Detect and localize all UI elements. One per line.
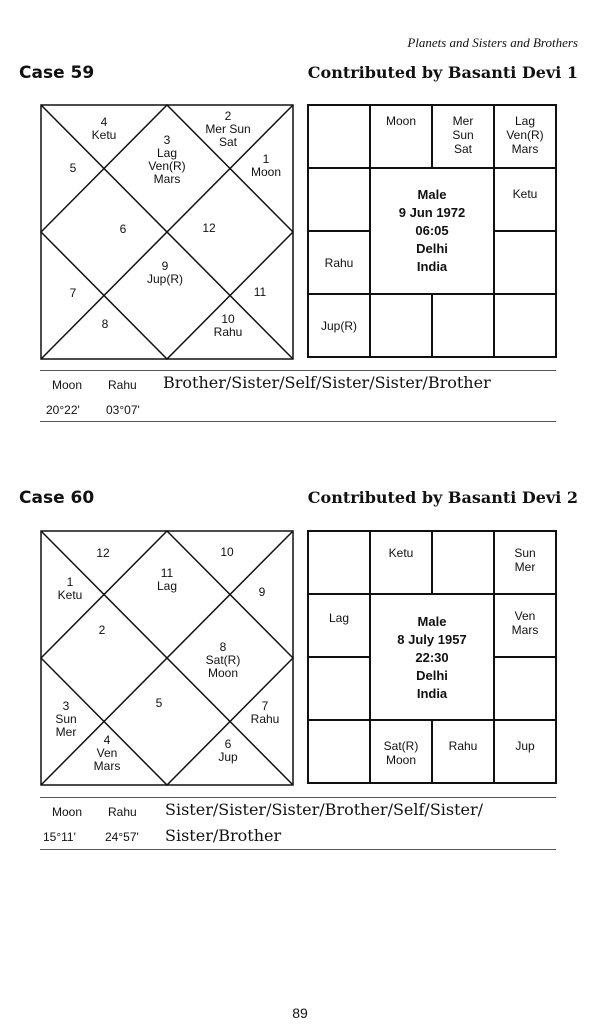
moon-degree: 15°11': [43, 830, 76, 844]
contributor: Contributed by Basanti Devi 1: [307, 63, 578, 82]
birth-city: Delhi: [416, 668, 448, 683]
gender: Male: [417, 187, 447, 202]
birth-date: 9 Jun 1972: [398, 205, 466, 220]
rasi-cell: Jup: [494, 720, 556, 783]
birth-details: [370, 594, 494, 720]
house-4: 4 Ven Mars: [93, 733, 121, 773]
rasi-cell: [308, 168, 370, 231]
house-11: 11 Lag: [156, 566, 178, 593]
birth-time: 06:05: [415, 223, 449, 238]
birth-time: 22:30: [415, 650, 449, 665]
rasi-cell: [308, 657, 370, 720]
rasi-cell: [308, 105, 370, 168]
rasi-cell: [370, 294, 432, 357]
house-8: 8 Sat(R) Moon: [205, 640, 241, 680]
contributor: Contributed by Basanti Devi 2: [307, 488, 578, 507]
birth-date: 8 July 1957: [397, 632, 467, 647]
divider: [40, 421, 556, 422]
rasi-cell: Sat(R) Moon: [370, 720, 432, 783]
rasi-cell: Sun Mer: [494, 531, 556, 594]
house-5: 5: [69, 161, 77, 175]
rasi-cell: Lag: [308, 594, 370, 657]
birth-city: Delhi: [416, 241, 448, 256]
south-indian-chart: [307, 104, 557, 358]
rasi-cell: [494, 657, 556, 720]
rahu-degree: 03°07': [106, 403, 140, 417]
case-title: Case 60: [19, 488, 95, 508]
house-6: 6 Jup: [218, 737, 238, 764]
rasi-cell: Rahu: [432, 720, 494, 783]
house-7: 7: [69, 286, 77, 300]
rasi-cell: Ven Mars: [494, 594, 556, 657]
house-6: 6: [119, 222, 127, 236]
house-10: 10: [220, 545, 234, 559]
rasi-cell: [432, 294, 494, 357]
birth-details: [370, 168, 494, 294]
north-indian-chart: [40, 530, 294, 786]
case-title: Case 59: [19, 63, 95, 83]
divider: [40, 849, 556, 850]
house-11: 11: [253, 285, 267, 299]
house-9: 9 Jup(R): [146, 259, 184, 286]
house-8: 8: [101, 317, 109, 331]
north-indian-chart: [40, 104, 294, 360]
house-3: 3 Lag Ven(R) Mars: [148, 133, 186, 186]
rasi-cell: Jup(R): [308, 294, 370, 357]
divider: [40, 797, 556, 798]
house-9: 9: [258, 585, 266, 599]
rasi-cell: [494, 231, 556, 294]
gender: Male: [417, 614, 447, 629]
house-1: 1 Moon: [250, 152, 282, 179]
house-3: 3 Sun Mer: [55, 699, 77, 739]
siblings-order: Sister/Sister/Sister/Brother/Self/Sister/: [165, 800, 484, 819]
house-4: 4 Ketu: [91, 115, 117, 142]
rahu-label: Rahu: [108, 378, 137, 392]
house-10: 10 Rahu: [213, 312, 243, 339]
siblings-order: Brother/Sister/Self/Sister/Sister/Brother: [163, 373, 491, 392]
house-7: 7 Rahu: [250, 699, 280, 726]
siblings-order-continued: Sister/Brother: [165, 826, 282, 845]
running-header: Planets and Sisters and Brothers: [407, 35, 578, 50]
page-number: 89: [292, 1005, 308, 1021]
moon-degree: 20°22': [46, 403, 80, 417]
birth-country: India: [416, 686, 448, 701]
rasi-cell: Rahu: [308, 231, 370, 294]
rasi-cell: Lag Ven(R) Mars: [494, 105, 556, 168]
birth-country: India: [416, 259, 448, 274]
rasi-cell: [494, 294, 556, 357]
house-2: 2 Mer Sun Sat: [205, 109, 251, 149]
rasi-cell: Ketu: [494, 168, 556, 231]
south-indian-chart: [307, 530, 557, 784]
moon-label: Moon: [52, 805, 83, 819]
house-12: 12: [96, 546, 110, 560]
rasi-cell: [308, 720, 370, 783]
rahu-label: Rahu: [108, 805, 137, 819]
divider: [40, 370, 556, 371]
moon-label: Moon: [52, 378, 83, 392]
house-5: 5: [155, 696, 163, 710]
house-2: 2: [98, 623, 106, 637]
rasi-cell: Mer Sun Sat: [432, 105, 494, 168]
house-12: 12: [202, 221, 216, 235]
rasi-cell: Ketu: [370, 531, 432, 594]
rasi-cell: [432, 531, 494, 594]
rahu-degree: 24°57': [105, 830, 139, 844]
house-1: 1 Ketu: [57, 575, 83, 602]
rasi-cell: [308, 531, 370, 594]
rasi-cell: Moon: [370, 105, 432, 168]
